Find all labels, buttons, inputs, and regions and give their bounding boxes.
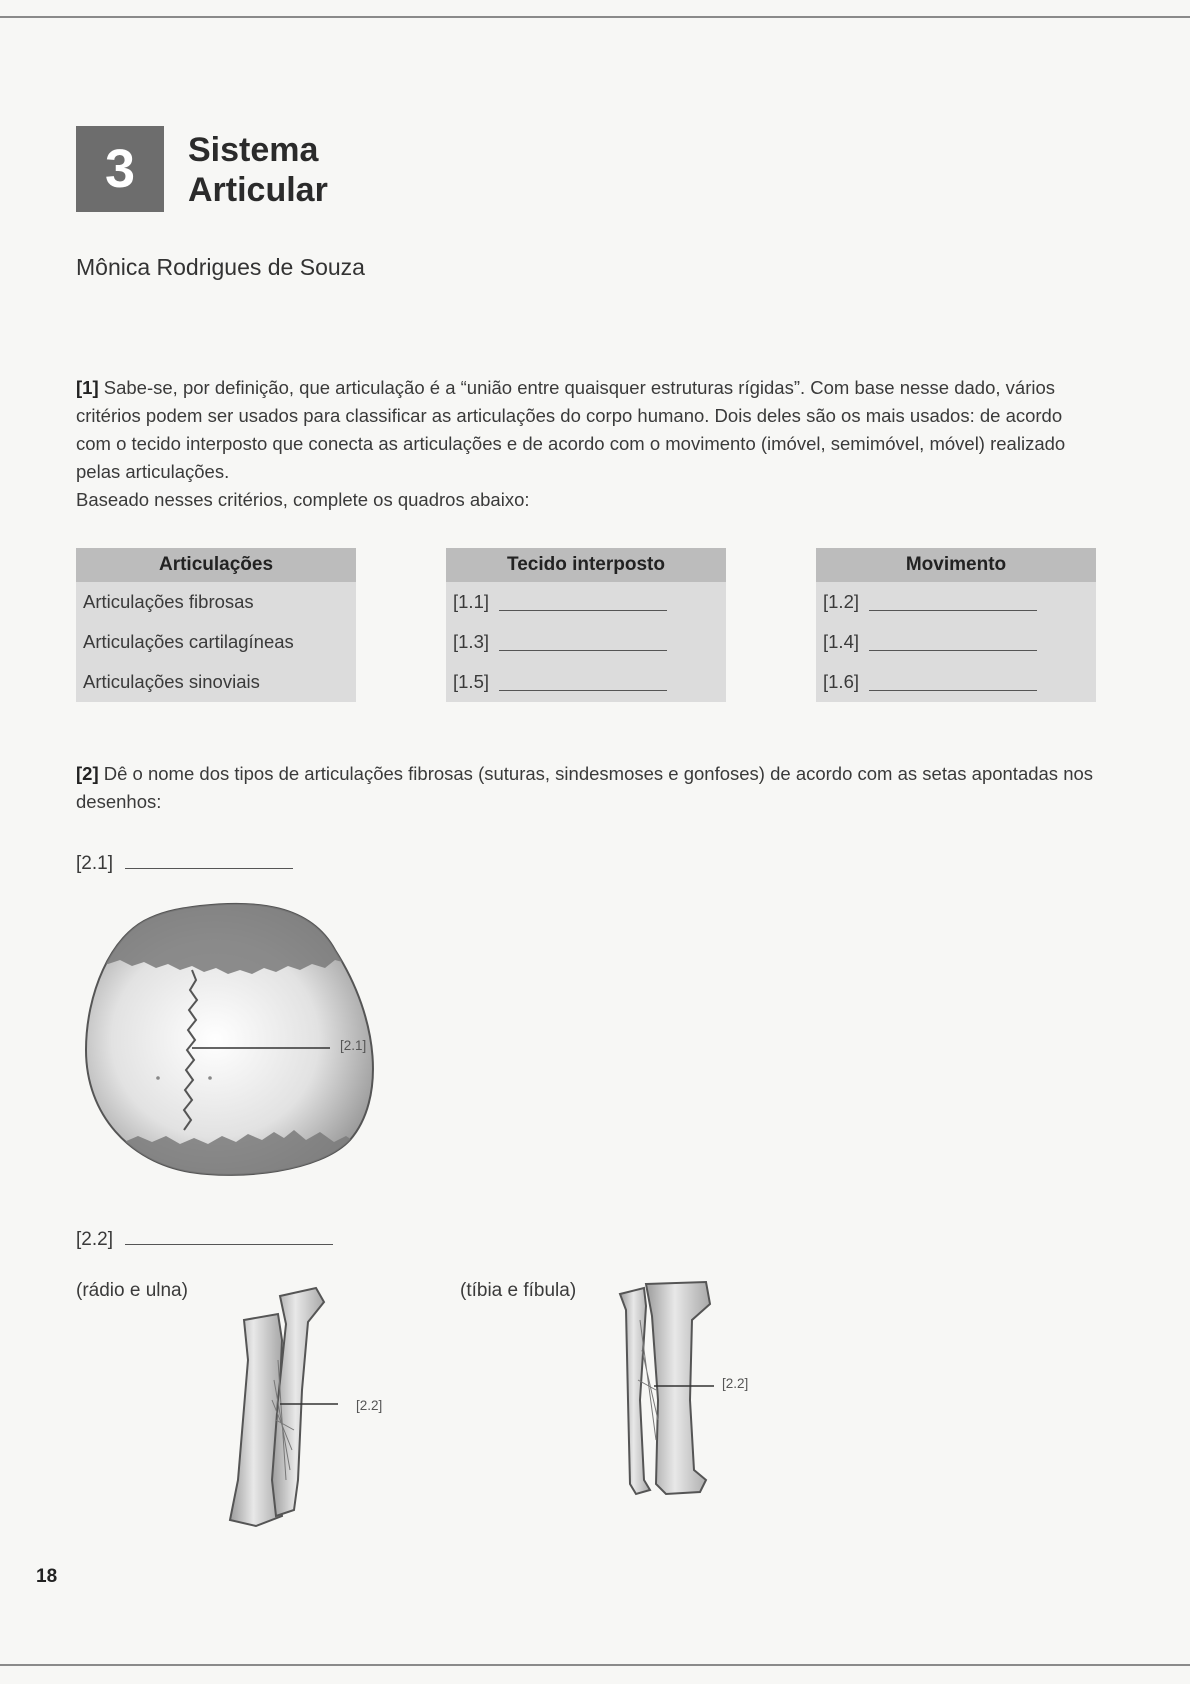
answer-label-1-4: [1.4] bbox=[823, 631, 859, 652]
answer-label-1-3: [1.3] bbox=[453, 631, 489, 652]
answer-blank-1-5[interactable] bbox=[499, 674, 667, 691]
chapter-number-box bbox=[76, 126, 164, 212]
radius-ulna-pointer-label: [2.2] bbox=[356, 1398, 383, 1413]
question-1-text: Sabe-se, por definição, que articulação é a “união entre quaisquer estruturas rígidas”. Com base nesse dado, vários critérios podem ser usados para classificar as articulações do corpo humano. Dois deles são os mais usados: de acordo com o tecido interposto que conecta as articulações e de acordo com o movimento (imóvel, semimóvel, móvel) realizado pelas articulações. bbox=[76, 377, 1066, 482]
answer-label-1-5: [1.5] bbox=[453, 671, 489, 692]
table-articulacoes-header: Articulações bbox=[76, 548, 356, 582]
tibia-fibula-illustration bbox=[610, 1280, 810, 1510]
answer-blank-1-6[interactable] bbox=[869, 674, 1037, 691]
answer-blank-1-1[interactable] bbox=[499, 594, 667, 611]
skull-dot bbox=[208, 1076, 212, 1080]
table-movimento-header: Movimento bbox=[816, 548, 1096, 582]
table-row bbox=[446, 662, 726, 702]
top-rule bbox=[0, 16, 1190, 18]
skull-dot bbox=[156, 1076, 160, 1080]
chapter-title-line1: Sistema bbox=[188, 131, 319, 169]
question-2-number: [2] bbox=[76, 763, 99, 784]
table-row bbox=[816, 622, 1096, 662]
skull-pointer-label: [2.1] bbox=[340, 1038, 367, 1053]
bottom-rule bbox=[0, 1664, 1190, 1666]
table-row bbox=[816, 582, 1096, 622]
author: Mônica Rodrigues de Souza bbox=[76, 254, 365, 280]
question-2-text: Dê o nome dos tipos de articulações fibrosas (suturas, sindesmoses e gonfoses) de acordo com as setas apontadas nos desenhos: bbox=[76, 763, 1094, 812]
table-row bbox=[446, 582, 726, 622]
table-tecido-interposto bbox=[446, 548, 726, 702]
table-row bbox=[816, 662, 1096, 702]
radius-ulna-illustration bbox=[220, 1280, 420, 1530]
question-2 bbox=[76, 760, 1098, 816]
answer-label-1-1: [1.1] bbox=[453, 591, 489, 612]
question-1-instruction: Baseado nesses critérios, complete os quadros abaixo: bbox=[76, 489, 530, 510]
answer-2-2 bbox=[76, 1226, 333, 1251]
tibia-bone bbox=[646, 1282, 710, 1494]
caption-tibia-fibula: (tíbia e fíbula) bbox=[460, 1280, 577, 1301]
answer-label-1-6: [1.6] bbox=[823, 671, 859, 692]
question-1 bbox=[76, 374, 1098, 514]
chapter-title-line2: Articular bbox=[188, 171, 328, 209]
table-row bbox=[446, 622, 726, 662]
table-tecido-header: Tecido interposto bbox=[446, 548, 726, 582]
question-1-number: [1] bbox=[76, 377, 99, 398]
answer-2-1-label: [2.1] bbox=[76, 853, 113, 874]
chapter-title bbox=[188, 130, 328, 210]
caption-radio-ulna: (rádio e ulna) bbox=[76, 1280, 188, 1301]
table-row: Articulações fibrosas bbox=[83, 591, 254, 612]
frontal-bone bbox=[80, 900, 400, 974]
table-row: Articulações sinoviais bbox=[83, 671, 260, 692]
answer-2-1-blank[interactable] bbox=[125, 850, 293, 869]
answer-2-1 bbox=[76, 850, 293, 875]
answer-2-2-blank[interactable] bbox=[125, 1226, 333, 1245]
answer-label-1-2: [1.2] bbox=[823, 591, 859, 612]
answer-2-2-label: [2.2] bbox=[76, 1229, 113, 1250]
table-movimento bbox=[816, 548, 1096, 702]
chapter-number: 3 bbox=[104, 139, 136, 199]
answer-blank-1-2[interactable] bbox=[869, 594, 1037, 611]
answer-blank-1-4[interactable] bbox=[869, 634, 1037, 651]
table-articulacoes bbox=[76, 548, 356, 702]
table-row: Articulações cartilagíneas bbox=[83, 631, 294, 652]
page-number: 18 bbox=[36, 1566, 58, 1587]
tibia-fibula-pointer-label: [2.2] bbox=[722, 1376, 749, 1391]
fibula-bone bbox=[620, 1288, 650, 1494]
answer-blank-1-3[interactable] bbox=[499, 634, 667, 651]
